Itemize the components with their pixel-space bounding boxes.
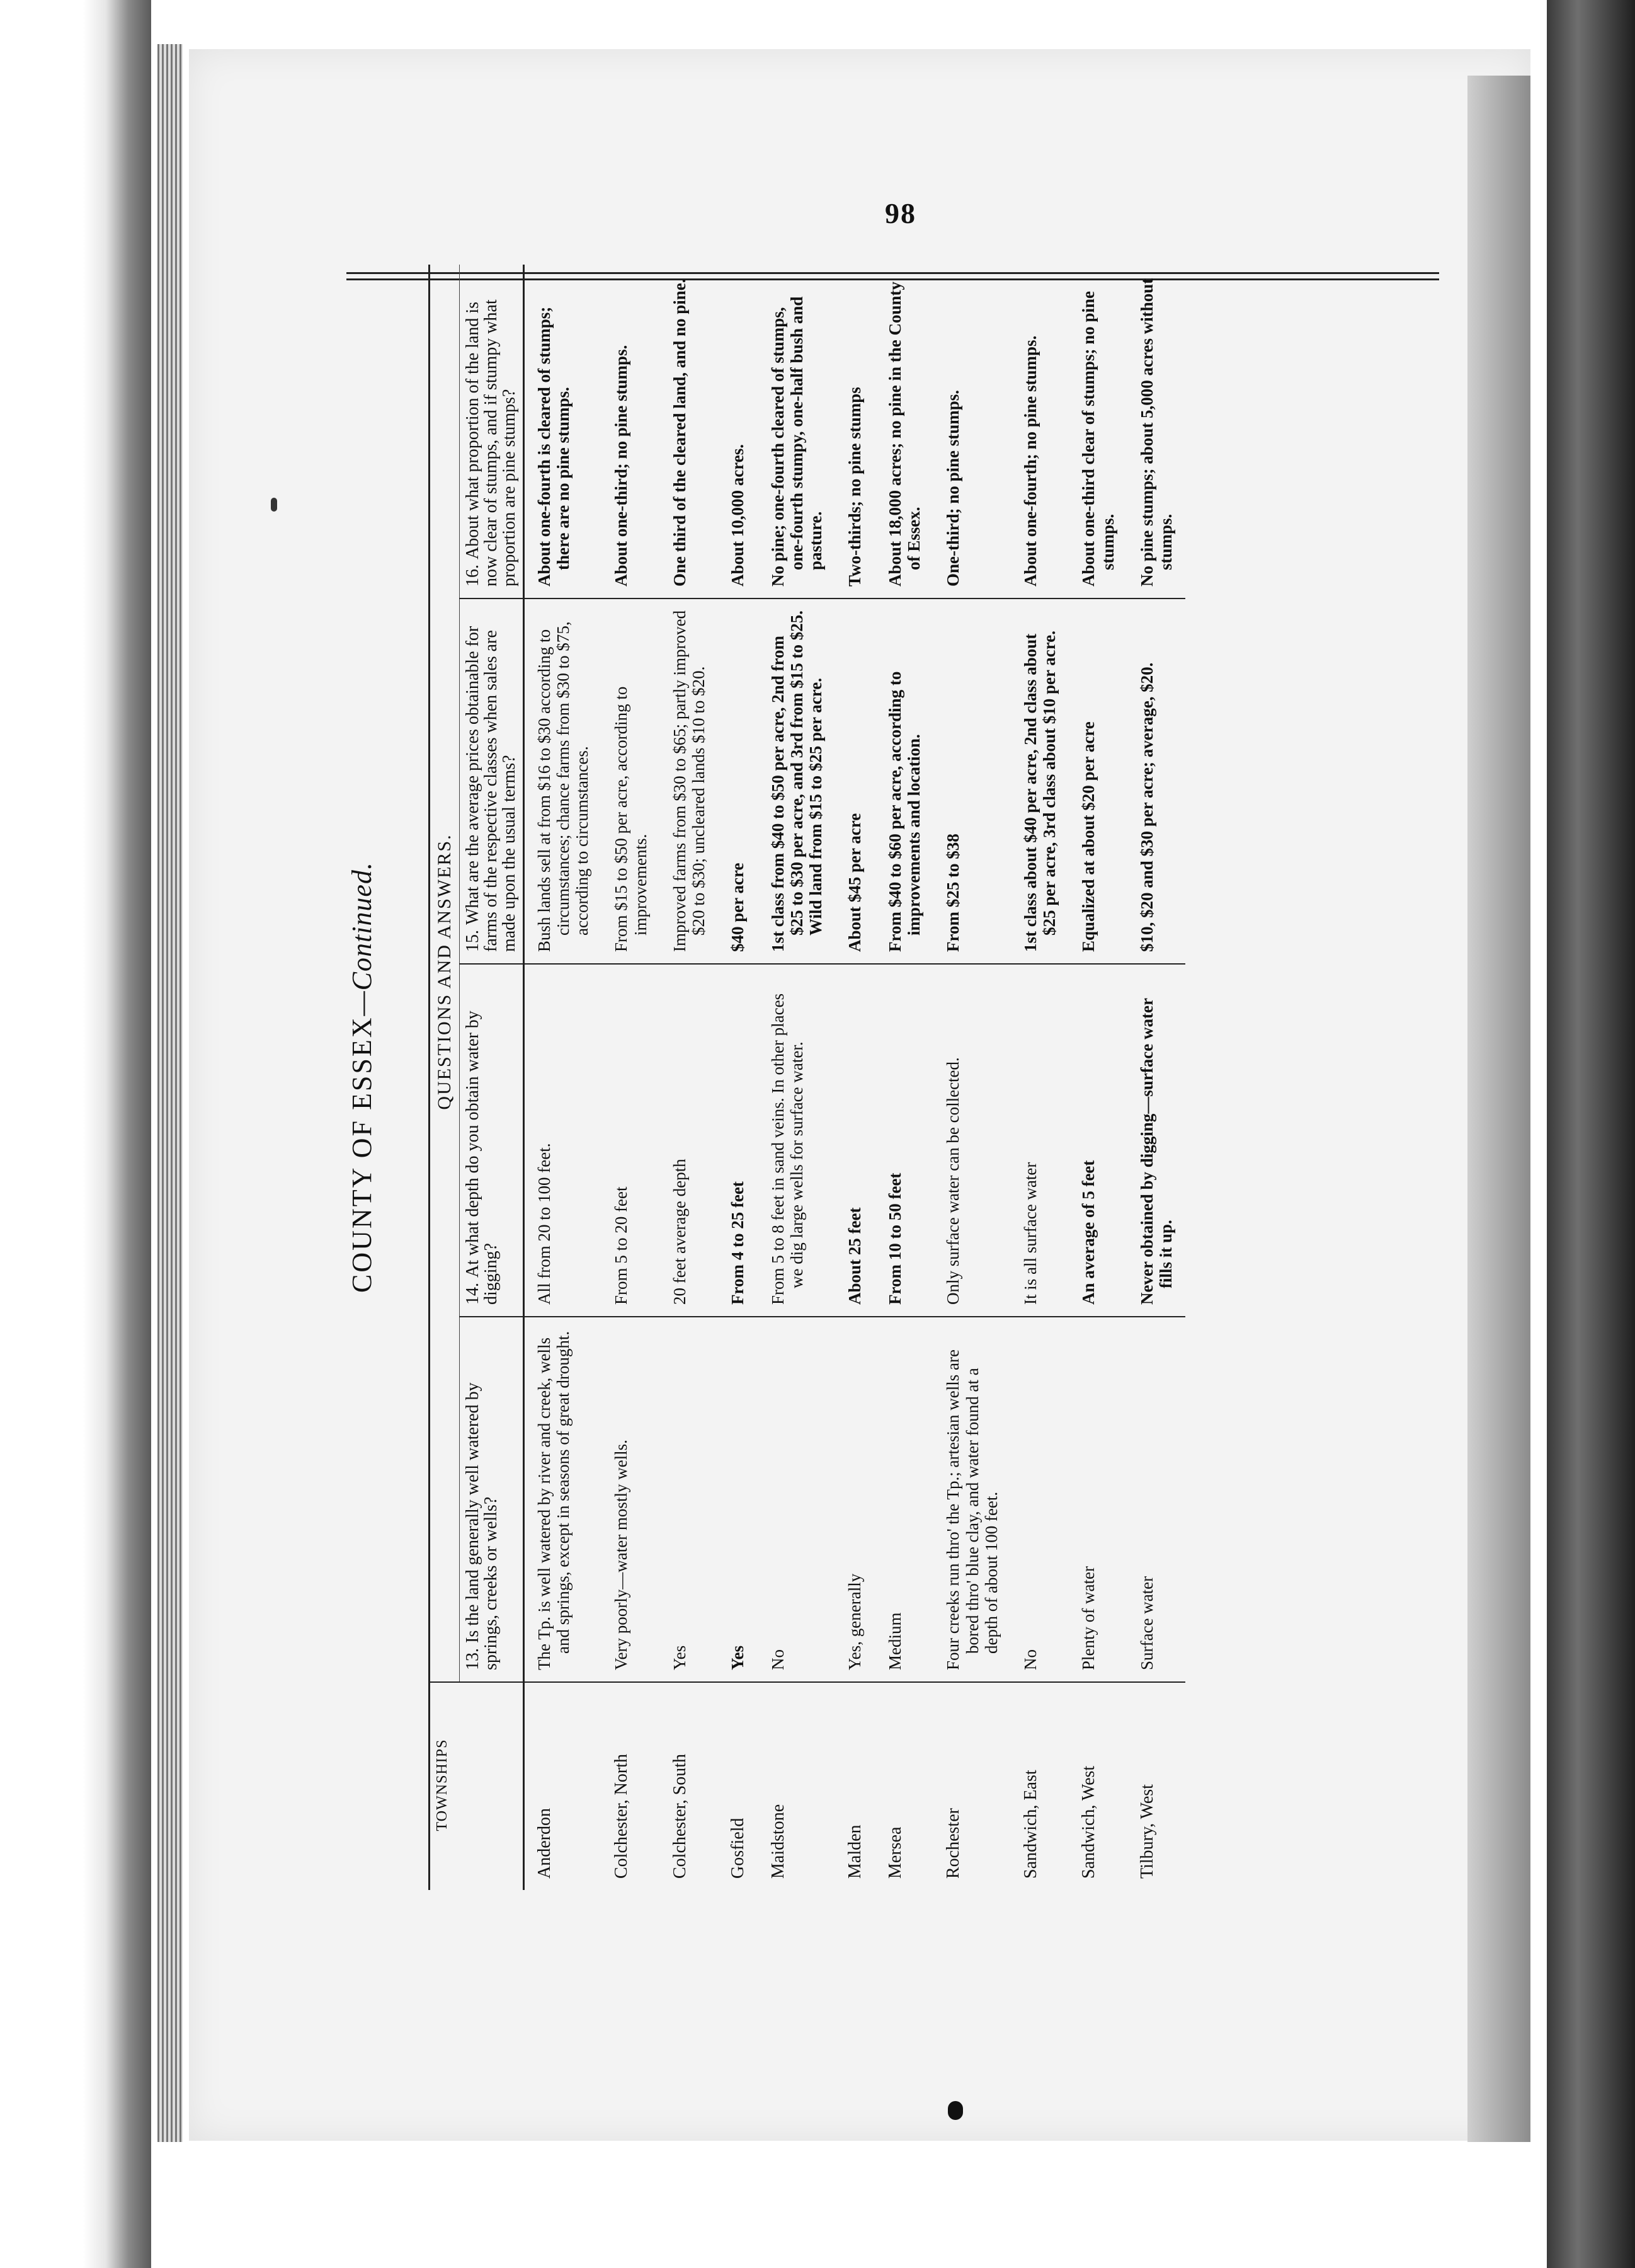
answer-15: 1st class from $40 to $50 per acre, 2nd from $25 to $30 per acre, and 3rd from $15 to $25. Wild land from $15 to $25 per acre.: [758, 598, 836, 964]
answer-14: About 25 feet: [835, 964, 875, 1317]
table-row: [718, 265, 758, 1890]
answer-15: $10, $20 and $30 per acre; average, $20.: [1127, 598, 1185, 964]
answer-13: Very poorly—water mostly wells.: [612, 1440, 631, 1670]
county-name: COUNTY OF ESSEX: [346, 1016, 377, 1293]
answer-13: Yes: [669, 1645, 689, 1670]
answer-13: The Tp. is well watered by river and creek, wells and springs, except in seasons of great drought.: [534, 1331, 573, 1670]
scan-binding-right: [1547, 0, 1635, 2268]
answer-15: From $15 to $50 per acre, according to improvements.: [601, 598, 659, 964]
answer-16: One third of the cleared land, and no pine.: [660, 265, 718, 598]
township-name: Maidstone: [758, 1682, 836, 1890]
answer-16: About 10,000 acres.: [718, 265, 758, 598]
answer-14: From 5 to 20 feet: [601, 964, 659, 1317]
answer-13: Surface water: [1137, 1576, 1156, 1670]
township-name: Sandwich, East: [1011, 1682, 1069, 1890]
answer-15: $40 per acre: [718, 598, 758, 964]
question-text: At what depth do you obtain water by digging?: [462, 1011, 501, 1305]
townships-header: TOWNSHIPS: [430, 1682, 524, 1890]
county-title: [334, 265, 390, 1890]
answer-15: From $40 to $60 per acre, according to improvements and location.: [875, 598, 933, 964]
answer-16: No pine; one-fourth cleared of stumps, one-fourth stumpy, one-half bush and pasture.: [758, 265, 836, 598]
questions-table: [428, 265, 1185, 1890]
township-name: Anderdon: [523, 1682, 601, 1890]
answer-16: About one-third; no pine stumps.: [601, 265, 659, 598]
scan-binding-left: [0, 0, 151, 2268]
answer-14: From 10 to 50 feet: [875, 964, 933, 1317]
township-name: Rochester: [933, 1682, 1011, 1890]
question-15: [459, 598, 523, 964]
table-row: [660, 265, 718, 1890]
table-row: [1127, 265, 1185, 1890]
question-text: What are the average prices obtainable for farms of the respective classes when sales are made upon the usual terms?: [462, 626, 520, 952]
answer-14: 20 feet average depth: [660, 964, 718, 1317]
answer-16: Two-thirds; no pine stumps: [835, 265, 875, 598]
answer-13: Plenty of water: [1079, 1566, 1098, 1670]
section-header: QUESTIONS AND ANSWERS.: [430, 265, 460, 1682]
rotated-table-block: [334, 265, 1467, 1890]
answer-13: Yes, generally: [845, 1573, 865, 1670]
answer-15: From $25 to $38: [933, 598, 1011, 964]
table-row: [601, 265, 659, 1890]
answer-14: An average of 5 feet: [1069, 964, 1127, 1317]
table-row: [835, 265, 875, 1890]
answer-16: No pine stumps; about 5,000 acres without stumps.: [1127, 265, 1185, 598]
answer-14: Only surface water can be collected.: [933, 964, 1011, 1317]
ink-smudge: [948, 2101, 963, 2120]
table-row: [875, 265, 933, 1890]
question-text: Is the land generally well watered by springs, creeks or wells?: [462, 1382, 501, 1670]
answer-16: About one-fourth is cleared of stumps; there are no pine stumps.: [523, 265, 601, 598]
answer-14: From 4 to 25 feet: [718, 964, 758, 1317]
answer-15: Bush lands sell at from $16 to $30 according to circumstances; chance farms from $30 to $75, according to circumstances.: [523, 598, 601, 964]
answer-13: No: [768, 1649, 787, 1670]
township-name: Colchester, South: [660, 1682, 718, 1890]
question-16: [459, 265, 523, 598]
table-row: [1011, 265, 1069, 1890]
answer-13: Four creeks run thro' the Tp.; artesian wells are bored thro' blue clay, and water found at a depth of about 100 feet.: [943, 1349, 1001, 1670]
answer-14: Never obtained by digging—surface water fills it up.: [1127, 964, 1185, 1317]
question-number: 13.: [462, 1648, 482, 1670]
answer-14: All from 20 to 100 feet.: [523, 964, 601, 1317]
answer-15: About $45 per acre: [835, 598, 875, 964]
question-number: 14.: [462, 1283, 482, 1305]
question-number: 16.: [462, 564, 482, 587]
answer-16: About one-third clear of stumps; no pine stumps.: [1069, 265, 1127, 598]
answer-14: From 5 to 8 feet in sand veins. In other places we dig large wells for surface water.: [758, 964, 836, 1317]
township-name: Mersea: [875, 1682, 933, 1890]
question-number: 15.: [462, 930, 482, 952]
answer-13: No: [1021, 1649, 1040, 1670]
table-row: [523, 265, 601, 1890]
answer-15: Improved farms from $30 to $65; partly improved $20 to $30; uncleared lands $10 to $20.: [660, 598, 718, 964]
question-14: [459, 964, 523, 1317]
book-page-edges: [157, 44, 183, 2142]
table-row: [758, 265, 836, 1890]
answer-16: About one-fourth; no pine stumps.: [1011, 265, 1069, 598]
answer-16: One-third; no pine stumps.: [933, 265, 1011, 598]
township-name: Sandwich, West: [1069, 1682, 1127, 1890]
page-number: 98: [885, 197, 916, 229]
page-gutter-shadow: [1467, 76, 1530, 2142]
question-text: About what proportion of the land is now clear of stumps, and if stumpy what proportion are pine stumps?: [462, 299, 520, 587]
township-name: Gosfield: [718, 1682, 758, 1890]
township-name: Tilbury, West: [1127, 1682, 1185, 1890]
answer-16: About 18,000 acres; no pine in the County of Essex.: [875, 265, 933, 598]
answer-14: It is all surface water: [1011, 964, 1069, 1317]
answer-15: 1st class about $40 per acre, 2nd class about $25 per acre, 3rd class about $10 per acre.: [1011, 598, 1069, 964]
township-name: Malden: [835, 1682, 875, 1890]
township-name: Colchester, North: [601, 1682, 659, 1890]
table-row: [1069, 265, 1127, 1890]
question-13: [459, 1317, 523, 1682]
answer-13: Medium: [885, 1612, 904, 1670]
table-row: [933, 265, 1011, 1890]
ink-smudge: [271, 498, 277, 512]
continued-label: —Continued.: [346, 862, 377, 1016]
answer-13: Yes: [728, 1646, 748, 1670]
answer-15: Equalized at about $20 per acre: [1069, 598, 1127, 964]
